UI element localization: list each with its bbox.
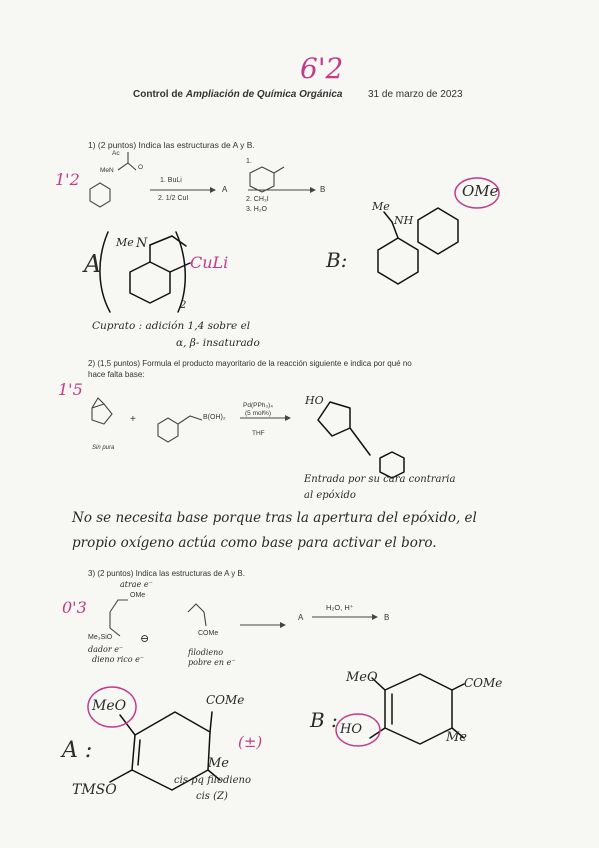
q1-answer-a-culi: CuLi [190, 253, 229, 272]
q3-answer-a-meo: MeO [92, 698, 127, 714]
q3-donor-2: dieno rico e⁻ [92, 655, 145, 664]
q1-answer-a-letter: A [84, 250, 102, 278]
q1-step1: 1. BuLi [160, 177, 182, 184]
q3-answer-b-meo: MeO [346, 670, 378, 685]
q1-reagent-o: O [138, 164, 144, 171]
q3-donor: dador e⁻ [88, 645, 124, 654]
product-cyclopentene [318, 402, 370, 455]
q3-dienophile: filodieno [188, 648, 224, 657]
q3-dienophile-2: pobre en e⁻ [188, 658, 236, 667]
danishefsky-diene [110, 600, 128, 636]
q3-answer-a-note2: cis (Z) [196, 791, 228, 802]
title-part-b: Ampliación de Química Orgánica [185, 89, 343, 100]
q3-theta: ⊖ [140, 632, 150, 645]
q1-answer-a-sub: 2 [180, 300, 187, 311]
benzene-ring [90, 183, 110, 207]
dienophile [188, 604, 206, 626]
q3-reagent: H₂O, H⁺ [326, 603, 354, 612]
title-part-a: Control de [133, 89, 186, 100]
q3-answer-a-note1: cis pq filodieno [174, 775, 251, 786]
cyclohexenone-ring [250, 167, 274, 192]
grade-score: 6'2 [300, 52, 344, 85]
q1-answer-a-me: Me [116, 236, 134, 249]
q1-answer-a-n: N [136, 236, 148, 251]
q2-score: 1'5 [58, 380, 83, 399]
bracket-left [100, 232, 110, 312]
q1-answer-b-letter: B: [326, 248, 348, 272]
q2-note-line2: al epóxido [304, 490, 356, 501]
q3-ome: OMe [130, 592, 146, 599]
exam-date: 31 de marzo de 2023 [368, 89, 463, 100]
q1-step2: 2. 1/2 CuI [158, 195, 189, 202]
q2-catalyst-loading: (5 mol%) [245, 410, 272, 417]
page-title [133, 89, 343, 100]
q1-statement: 1) (2 puntos) Indica las estructuras de A y B. [88, 140, 255, 150]
q1-answer-b-me: Me [372, 200, 390, 213]
q2-plus: + [130, 414, 136, 425]
q3-score: 0'3 [62, 598, 87, 617]
q3-answer-a-letter: A : [62, 738, 93, 763]
q1-label-b: B [320, 185, 326, 194]
b-cyclohexene [418, 208, 458, 254]
epoxide-sm [92, 398, 112, 424]
q3-answer-a-tmso: TMSO [72, 782, 117, 798]
q1-step5: 3. H₂O [246, 206, 267, 213]
q1-note-line2: α, β- insaturado [176, 337, 260, 349]
q3-statement: 3) (2 puntos) Indica las estructuras de A y B. [88, 569, 245, 578]
q1-score: 1'2 [55, 170, 80, 189]
q3-annotation-top: atrae e⁻ [120, 580, 153, 589]
q2-product-ho: HO [305, 394, 324, 407]
q3-answer-b-letter: B : [310, 708, 338, 732]
q1-label-a: A [222, 185, 228, 194]
q3-answer-a-racemic: (±) [238, 733, 263, 751]
q1-note-line1: Cuprato : adición 1,4 sobre el [92, 320, 251, 332]
q3-answer-b-me: Me [446, 730, 468, 745]
q3-answer-a-me: Me [208, 756, 230, 771]
q3-answer-a-come: COMe [206, 693, 245, 707]
q1-reagent-men: MeN [100, 167, 114, 174]
styryl-ring [158, 418, 178, 442]
q2-boronic-acid: B(OH)₂ [203, 414, 226, 421]
q2-note-line1: Entrada por su cara contraria [304, 474, 456, 485]
q2-explanation-line2: propio oxígeno actúa como base para activar el boro. [72, 535, 437, 551]
q3-label-b: B [384, 613, 390, 622]
q3-come: COMe [198, 630, 219, 637]
q3-label-a: A [298, 613, 304, 622]
q1-reagent-ac: Ac [112, 150, 120, 157]
q2-statement-line2: hace falta base: [88, 370, 145, 379]
a-benzene [130, 262, 170, 303]
q1-answer-b-ome: OMe [462, 182, 499, 200]
amide-fragment [118, 152, 136, 170]
q2-catalyst: Pd(PPh₃)₄ [243, 402, 273, 409]
q2-under-sm: Sin pura [92, 445, 115, 451]
q2-solvent: THF [252, 430, 265, 437]
b-cyclohexene [385, 674, 452, 744]
q2-explanation-line1: No se necesita base porque tras la apertura del epóxido, el [72, 510, 477, 526]
q1-step4: 2. CH₃I [246, 196, 269, 203]
q2-statement-line1: 2) (1,5 puntos) Formula el producto mayoritario de la reacción siguiente e indica por qué no [88, 359, 412, 368]
q1-answer-b-nh: NH [394, 214, 414, 227]
q1-step3: 1. [246, 158, 252, 165]
q3-answer-b-come: COMe [464, 676, 503, 690]
b-benzene [378, 238, 418, 284]
q3-me3sio: Me₃SiO [88, 634, 113, 641]
q3-answer-b-ho: HO [340, 722, 362, 737]
